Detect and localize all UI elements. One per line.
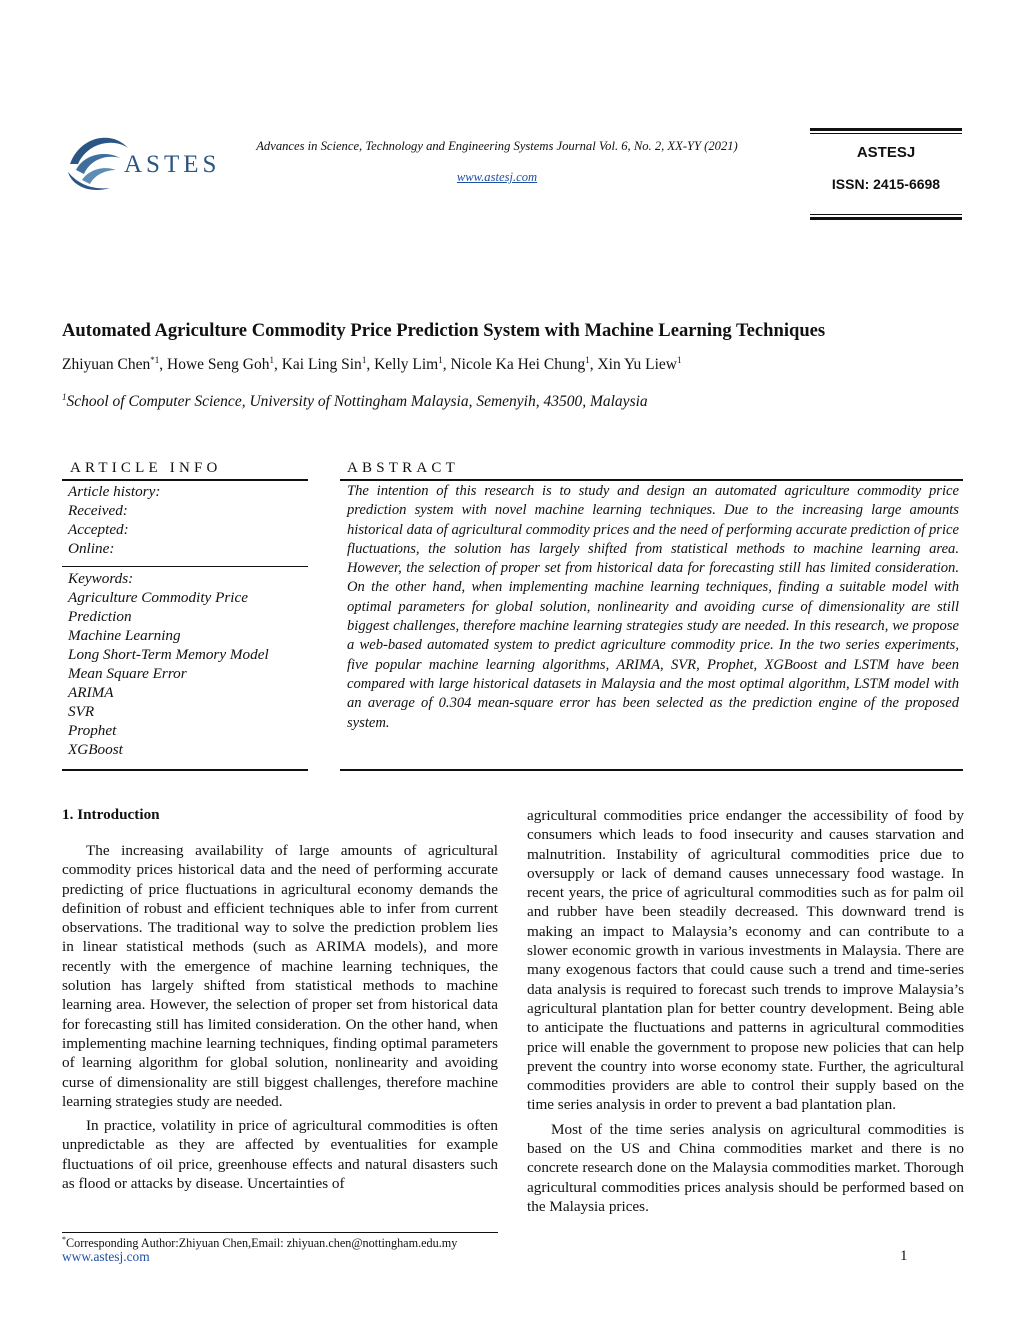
keyword-item: Prophet [68,722,117,739]
body-paragraph: The increasing availability of large amounts of agricultural commodity prices historical data and the need of performing accurate predicting of price fluctuations in agricultural economy demands the definition of robust and efficient techniques able to infer from current observations. The traditional way to solve the prediction problem lies in linear statistical methods (such as ARIMA models), and more recently with the emergence of machine learning techniques, the solution has largely shifted from statistical methods to machine learning area. However, the selection of proper set from historical data for forecasting still has limited consideration. On the other hand, when implementing machine learning techniques, finding optimal parameters of learning algorithm for global solution, nonlinearity and avoiding curse of dimensionality are still biggest challenges, therefore machine learning strategies study are needed. [62,842,498,1110]
author-separator: , [159,356,167,373]
author-affiliation-sup: 1 [269,354,274,365]
abstract-text: The intention of this research is to study and design an automated agriculture commodity price prediction system with novel machine learning techniques. Due to the increasing large amounts historical data of agricultural commodity prices and the need of performing accurate prediction of price fluctuations, the solution has largely shifted from statistical methods to machine learning area. However, the selection of proper set from historical data for forecasting still has limited consideration. On the other hand, when implementing machine learning techniques, finding a suitable model with optimal parameters for global solution, nonlinearity and avoiding curse of dimensionality are still biggest challenges, therefore machine learning strategies study are needed. In this research, we propose a web-based automated system to predict agriculture commodity price. In the two series experiments, five popular machine learning algorithms, ARIMA, SVR, Prophet, XGBoost and LSTM have been compared with large historical datasets in Malaysia and the most optimal algorithm, LSTM model with an average of 0.304 mean-square error has been selected as the prediction engine of the proposed system. [347,483,959,731]
author-affiliation-sup: 1 [361,354,367,365]
page-number: 1 [900,1248,908,1264]
body-column-right [527,806,964,1216]
journal-url[interactable] [236,170,758,185]
footer-url-link[interactable]: www.astesj.com [62,1249,150,1264]
author-separator: , [442,356,451,373]
astes-logo [66,128,226,194]
footnote-rule [62,1232,498,1233]
author-separator: , [366,356,375,373]
keyword-item: ARIMA [68,684,114,701]
swoosh-icon [68,138,128,190]
author-name: Nicole Ka Hei Chung [450,356,586,373]
affiliation-text: School of Computer Science, University of Nottingham Malaysia, Semenyih, 43500, Malaysia [66,393,648,410]
footnote-mark: * [62,1234,66,1244]
keyword-item: Agriculture Commodity Price [68,589,248,606]
author-name: Howe Seng Goh [167,356,270,373]
journal-url-link[interactable]: www.astesj.com [456,170,538,184]
brand-bottom-rule [810,217,962,220]
article-info-rule [62,479,308,481]
author-separator: , [273,356,282,373]
keywords-label: Keywords: [68,570,134,587]
affiliation-sup: 1 [62,391,67,402]
brand-bottom-rule-thin [810,214,962,215]
keyword-item: Prediction [68,608,132,625]
accepted-label: Accepted: [68,521,129,538]
author-affiliation-sup: *1 [150,354,160,365]
received-label: Received: [68,502,128,519]
article-info-bottom-rule [62,769,308,771]
keyword-item: XGBoost [68,741,123,758]
journal-issn: ISSN: 2415-6698 [831,176,941,192]
author-name: Xin Yu Liew [597,356,677,373]
author-name: Kelly Lim [374,356,439,373]
online-label: Online: [68,540,115,557]
author-separator: , [589,356,598,373]
body-paragraph: In practice, volatility in price of agricultural commodities is often unpredictable as they are affected by eventualities for example fluctuations of oil price, greenhouse effects and natural disasters such as flood or attacks by disease. Uncertainties of [62,1117,498,1193]
abstract-bottom-rule [340,769,963,771]
journal-citation: Advances in Science, Technology and Engineering Systems Journal Vol. 6, No. 2, XX-YY (2021) [256,139,738,153]
section-heading: 1. Introduction [62,806,160,823]
author-affiliation-sup: 1 [438,354,443,365]
footnote-text: Corresponding Author:Zhiyuan Chen,Email: zhiyuan.chen@nottingham.edu.my [66,1236,458,1250]
keyword-item: Mean Square Error [68,665,187,682]
author-name: Kai Ling Sin [281,356,362,373]
brand-top-rule-thin [810,133,962,134]
body-paragraph: agricultural commodities price endanger the accessibility of food by consumers which leads to food insecurity and causes starvation and malnutrition. Instability of agricultural commodities price due to oversupply or lack of demand causes unnecessary food wastage. In recent years, the price of agricultural commodities such as for palm oil and rubber have been steadily decreased. This downward trend is making an impact to Malaysia’s economy and can contribute to a slower economic growth in various investments in Malaysia. There are many exogenous factors that could cause such a trend and time-series data analysis is required to forecast such trends to improve Malaysia’s agricultural plantation plan for better country development. Being able to anticipate the fluctuations and patterns in agricultural commodities price will enable the government to propose new policies that can help prevent the country into worse economy state. Further, the agricultural commodities providers are able to control their supply based on the time series analysis in order to prevent a bad plantation plan. [527,807,964,1114]
abstract-rule [340,479,963,481]
abstract-heading: ABSTRACT [347,460,459,476]
affiliation [62,393,962,411]
article-history-label: Article history: [68,483,161,500]
logo-text: ASTES [124,151,221,178]
brand-top-rule [810,128,962,131]
author-affiliation-sup: 1 [585,354,590,365]
author-affiliation-sup: 1 [676,354,682,365]
keyword-item: SVR [68,703,95,720]
paper-title: Automated Agriculture Commodity Price Prediction System with Machine Learning Techniques [62,320,826,341]
author-list [62,356,962,374]
keywords-rule [62,566,308,567]
journal-brand: ASTESJ [856,144,916,161]
article-info-heading: ARTICLE INFO [70,460,222,476]
keyword-item: Long Short-Term Memory Model [68,646,269,663]
body-column-left [62,841,498,1193]
keyword-item: Machine Learning [68,627,181,644]
body-paragraph: Most of the time series analysis on agricultural commodities is based on the US and China commodities market and there is no concrete research done on the Malaysia commodities market. Thorough agricultural commodities prices analysis should be performed based on the Malaysia prices. [527,1120,964,1215]
author-name: Zhiyuan Chen [62,356,151,373]
